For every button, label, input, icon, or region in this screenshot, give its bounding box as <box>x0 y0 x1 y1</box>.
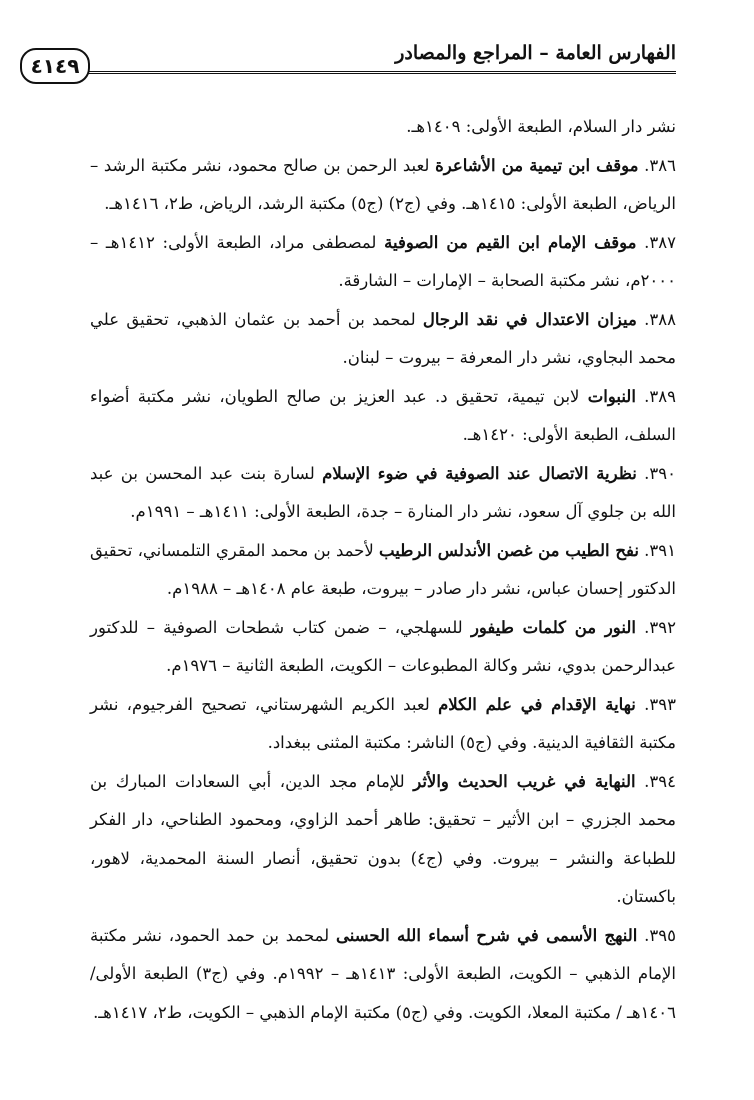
entry-text: لمحمد بن أحمد بن عثمان الذهبي، تحقيق علي محمد البجاوي، نشر دار المعرفة – بيروت – لبنان. <box>90 309 676 367</box>
entry-text: لأحمد بن محمد المقري التلمساني، تحقيق الدكتور إحسان عباس، نشر دار صادر – بيروت، طبعة عام ١٤٠٨هـ – ١٩٨٨م. <box>90 540 676 598</box>
list-item <box>90 301 676 378</box>
entry-title: النهج الأسمى في شرح أسماء الله الحسنى <box>335 925 638 945</box>
list-item <box>90 455 676 532</box>
list-item <box>90 686 676 763</box>
list-item <box>90 532 676 609</box>
entry-text: لابن تيمية، تحقيق د. عبد العزيز بن صالح الطويان، نشر مكتبة أضواء السلف، الطبعة الأولى: ١٤٢٠هـ. <box>90 386 676 444</box>
entry-text: للسهلجي، – ضمن كتاب شطحات الصوفية – للدكتور عبدالرحمن بدوي، نشر وكالة المطبوعات – الكويت، الطبعة الثانية – ١٩٧٦م. <box>90 617 676 675</box>
entry-number: ٣٨٧. <box>644 232 677 252</box>
entry-text: لمصطفى مراد، الطبعة الأولى: ١٤١٢هـ – ٢٠٠٠م، نشر مكتبة الصحابة – الإمارات – الشارقة. <box>90 232 676 290</box>
entry-title: ميزان الاعتدال في نقد الرجال <box>422 309 637 329</box>
list-item <box>90 108 676 147</box>
page-number: ٤١٤٩ <box>30 54 80 78</box>
entry-title: موقف ابن تيمية من الأشاعرة <box>435 155 639 175</box>
header-rule <box>84 71 676 74</box>
entry-text: للإمام مجد الدين، أبي السعادات المبارك بن محمد الجزري – ابن الأثير – تحقيق: طاهر أحمد الزاوي، ومحمود الطناحي، دار الفكر للطباعة والنشر – بيروت. وفي (ج٤) بدون تحقيق، أنصار السنة المحمدية، لاهور، باكستان. <box>90 771 676 906</box>
entry-title: نظرية الاتصال عند الصوفية في ضوء الإسلام <box>322 463 637 483</box>
entry-number: ٣٨٦. <box>644 155 676 175</box>
entry-title: نفح الطيب من غصن الأندلس الرطيب <box>379 540 639 560</box>
list-item <box>90 224 676 301</box>
entry-title: النبوات <box>587 386 636 406</box>
list-item <box>90 147 676 224</box>
entry-text: لعبد الرحمن بن صالح محمود، نشر مكتبة الرشد – الرياض، الطبعة الأولى: ١٤١٥هـ. وفي (ج٢) (ج٥) مكتبة الرشد، الرياض، ط٢، ١٤١٦هـ. <box>90 155 676 213</box>
entry-text: نشر دار السلام، الطبعة الأولى: ١٤٠٩هـ. <box>406 117 676 136</box>
entry-title: موقف الإمام ابن القيم من الصوفية <box>384 232 637 252</box>
running-header <box>84 38 676 74</box>
entry-text: لسارة بنت عبد المحسن بن عبد الله بن جلوي آل سعود، نشر دار المنارة – جدة، الطبعة الأولى: ١٤١١هـ – ١٩٩١م. <box>90 463 676 521</box>
entry-number: ٣٩٣. <box>644 694 677 714</box>
page-number-badge <box>20 48 90 84</box>
entry-number: ٣٩١. <box>644 540 677 560</box>
entry-title: النور من كلمات طيفور <box>470 617 636 637</box>
entry-number: ٣٨٨. <box>644 309 676 329</box>
header-title: الفهارس العامة – المراجع والمصادر <box>395 42 676 64</box>
entry-number: ٣٩٢. <box>644 617 676 637</box>
entry-text: لعبد الكريم الشهرستاني، تصحيح الفرجيوم، نشر مكتبة الثقافية الدينية. وفي (ج٥) الناشر: مكتبة المثنى ببغداد. <box>90 694 676 752</box>
list-item <box>90 917 676 1033</box>
list-item <box>90 378 676 455</box>
entry-title: النهاية في غريب الحديث والأثر <box>413 771 636 791</box>
entry-number: ٣٩٤. <box>644 771 676 791</box>
entry-number: ٣٩٥. <box>644 925 677 945</box>
entry-title: نهاية الإقدام في علم الكلام <box>438 694 636 714</box>
list-item <box>90 609 676 686</box>
entry-number: ٣٩٠. <box>644 463 677 483</box>
references-list <box>90 108 676 1032</box>
entry-text: لمحمد بن حمد الحمود، نشر مكتبة الإمام الذهبي – الكويت، الطبعة الأولى: ١٤١٣هـ – ١٩٩٢م. وفي (ج٣) الطبعة الأولى/ ١٤٠٦هـ / مكتبة المعلا، الكويت. وفي (ج٥) مكتبة الإمام الذهبي – الكويت، ط٢، ١٤١٧هـ. <box>90 925 676 1022</box>
entry-number: ٣٨٩. <box>644 386 677 406</box>
list-item <box>90 763 676 917</box>
